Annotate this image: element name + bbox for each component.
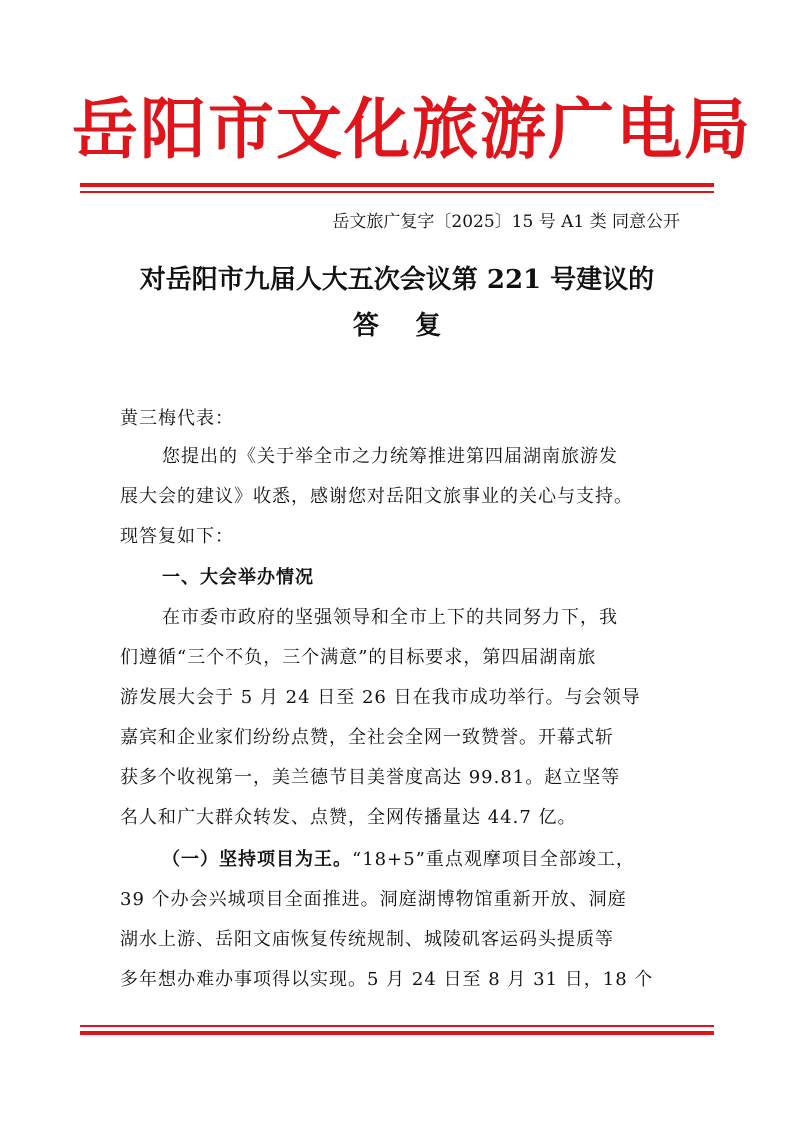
subsection-heading: （一）坚持项目为王。	[162, 849, 352, 870]
header-rule-thick	[80, 183, 714, 187]
subsection-text: “18+5”重点观摩项目全部竣工，	[352, 849, 635, 870]
paragraph-line: 们遵循“三个不负，三个满意”的目标要求，第四届湖南旅	[120, 647, 597, 668]
document-number: 岳文旅广复字〔2025〕15 号 A1 类 同意公开	[332, 212, 680, 232]
section-heading: 一、大会举办情况	[162, 567, 314, 588]
paragraph-line: 展大会的建议》收悉，感谢您对岳阳文旅事业的关心与支持。	[120, 486, 633, 507]
header-rule-thin	[80, 191, 714, 193]
document-title-line2: 答 复	[352, 311, 442, 341]
paragraph-line: 在市委市政府的坚强领导和全市上下的共同努力下，我	[162, 607, 618, 628]
paragraph-line: 获多个收视第一，美兰德节目美誉度高达 99.81。赵立坚等	[120, 767, 621, 788]
paragraph-line: 嘉宾和企业家们纷纷点赞，全社会全网一致赞誉。开幕式斩	[120, 727, 614, 748]
paragraph-line: 名人和广大群众转发、点赞，全网传播量达 44.7 亿。	[120, 807, 577, 828]
org-title: 岳阳市文化旅游广电局	[72, 90, 752, 168]
salutation: 黄三梅代表：	[120, 408, 234, 429]
footer-rule-thick	[80, 1031, 714, 1035]
footer-rule-thin	[80, 1025, 714, 1027]
paragraph-line: 湖水上游、岳阳文庙恢复传统规制、城陵矶客运码头提质等	[120, 929, 614, 950]
paragraph-line: 您提出的《关于举全市之力统筹推进第四届湖南旅游发	[162, 446, 618, 467]
subsection-line	[162, 845, 635, 871]
paragraph-line: 39 个办会兴城项目全面推进。洞庭湖博物馆重新开放、洞庭	[120, 889, 627, 910]
document-title-line1: 对岳阳市九届人大五次会议第 221 号建议的	[139, 265, 655, 295]
paragraph-line: 游发展大会于 5 月 24 日至 26 日在我市成功举行。与会领导	[120, 687, 641, 708]
paragraph-line: 现答复如下：	[120, 526, 234, 547]
paragraph-line: 多年想办难办事项得以实现。5 月 24 日至 8 月 31 日，18 个	[120, 969, 654, 990]
